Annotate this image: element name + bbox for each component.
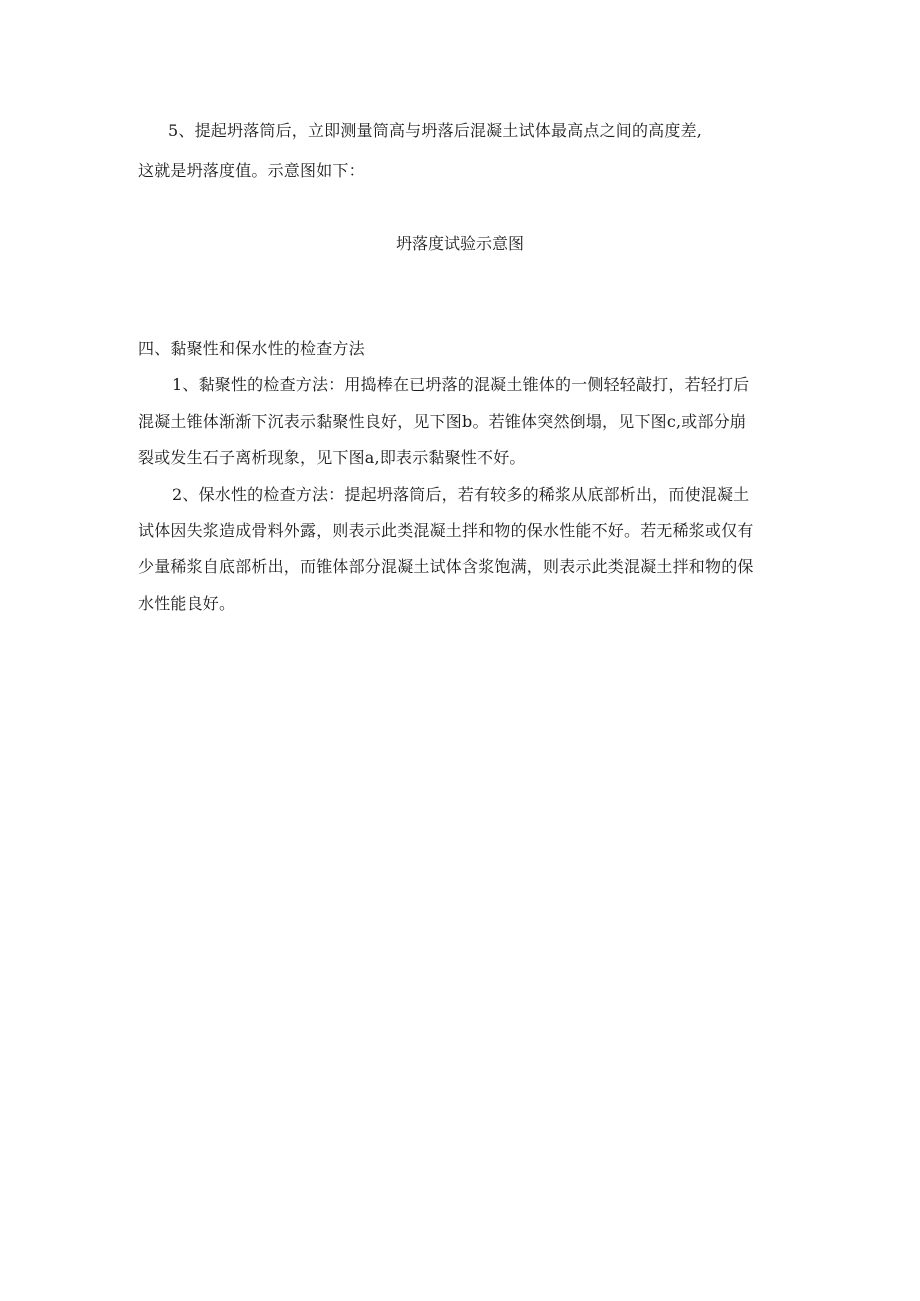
item2-line-4: 水性能良好。 bbox=[138, 594, 236, 613]
step5-line-2: 这就是坍落度值。示意图如下： bbox=[138, 161, 365, 180]
item2-line-2: 试体因失浆造成骨料外露，则表示此类混凝土拌和物的保水性能不好。若无稀浆或仅有 bbox=[138, 521, 754, 540]
section-heading: 四、黏聚性和保水性的检查方法 bbox=[138, 339, 365, 358]
item2-line-1: 2、保水性的检查方法：提起坍落筒后，若有较多的稀浆从底部析出，而使混凝土 bbox=[172, 485, 750, 504]
step5-line-1: 5、提起坍落筒后，立即测量筒高与坍落后混凝土试体最高点之间的高度差, bbox=[168, 121, 703, 140]
figure-caption: 坍落度试验示意图 bbox=[395, 234, 524, 253]
item2-line-3: 少量稀浆自底部析出，而锥体部分混凝土试体含浆饱满，则表示此类混凝土拌和物的保 bbox=[138, 557, 754, 576]
item1-line-3: 裂或发生石子离析现象，见下图a,即表示黏聚性不好。 bbox=[138, 448, 526, 467]
item1-line-2: 混凝土锥体渐渐下沉表示黏聚性良好，见下图b。若锥体突然倒塌，见下图c,或部分崩 bbox=[138, 412, 747, 431]
item1-line-1: 1、黏聚性的检查方法：用捣棒在已坍落的混凝土锥体的一侧轻轻敲打，若轻打后 bbox=[172, 375, 750, 394]
